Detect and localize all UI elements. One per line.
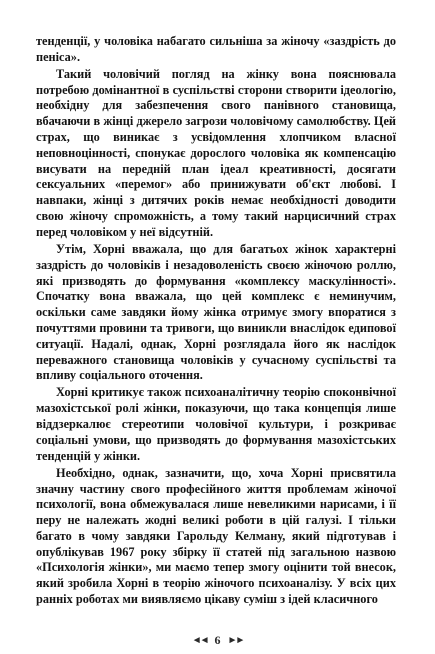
right-ornament-icon: ►► (227, 634, 244, 646)
left-ornament-icon: ◄◄ (191, 634, 208, 646)
paragraph-3: Утім, Хорні вважала, що для багатьох жінок характерні заздрість до чоловіків і незадоволеність своєю жіночою роллю, які призводять до формування «комплексу маскулінності». Спочатку вона вважала, що цей комплекс є неминучим, оскільки саме завдяки йому жінка отримує змогу впоратися з почуттями провини та тривоги, що виникли внаслідок едипової ситуації. Надалі, однак, Хорні розглядала його як наслідок переважного становища чоловіків у сучасному суспільстві та впливу соціального оточення. (36, 241, 396, 383)
page-body-text (36, 34, 396, 609)
page-number: 6 (214, 632, 221, 647)
page-footer (0, 632, 435, 648)
paragraph-5: Необхідно, однак, зазначити, що, хоча Хорні присвятила значну частину свого професійного життя проблемам жіночої психології, вона обмежувалася лише невеликими нарисами, і її перу не належать жодні великі роботи в цій галузі. І тільки багато в чому завдяки Гарольду Келману, який підготував і опублікував 1967 року збірку її статей під загальною назвою «Психологія жінки», ми маємо тепер змогу оцінити той внесок, який зробила Хорні в теорію жіночого психоаналізу. У всіх цих ранніх роботах ми виявляємо цікаву суміш з ідей класичного (36, 465, 396, 607)
paragraph-2: Такий чоловічий погляд на жінку вона пояснювала потребою домінантної в суспільстві сторони створити ідеологію, необхідну для забезпечення свого панівного становища, вбачаючи в жінці джерело загрози чоловічому самолюбству. Цей страх, що виникає з усвідомлення хлопчиком власної неповноцінності, спонукає дорослого чоловіка як компенсацію висувати на передній план ідеал креативності, досягати сексуальних «перемог» або принижувати об'єкт любові. І навпаки, жінці з дитячих років немає необхідності доводити свою жіночу спроможність, а тому такий нарцисичний страх перед чоловіком у неї відсутній. (36, 66, 396, 239)
paragraph-4: Хорні критикує також психоаналітичну теорію споконвічної мазохістської ролі жінки, показуючи, що така концепція лише віддзеркалює стереотипи чоловічої культури, і розкриває соціальні умови, що призводять до формування мазохістських тенденцій у жінки. (36, 385, 396, 463)
paragraph-1: тенденції, у чоловіка набагато сильніша за жіночу «заздрість до пеніса». (36, 34, 396, 64)
